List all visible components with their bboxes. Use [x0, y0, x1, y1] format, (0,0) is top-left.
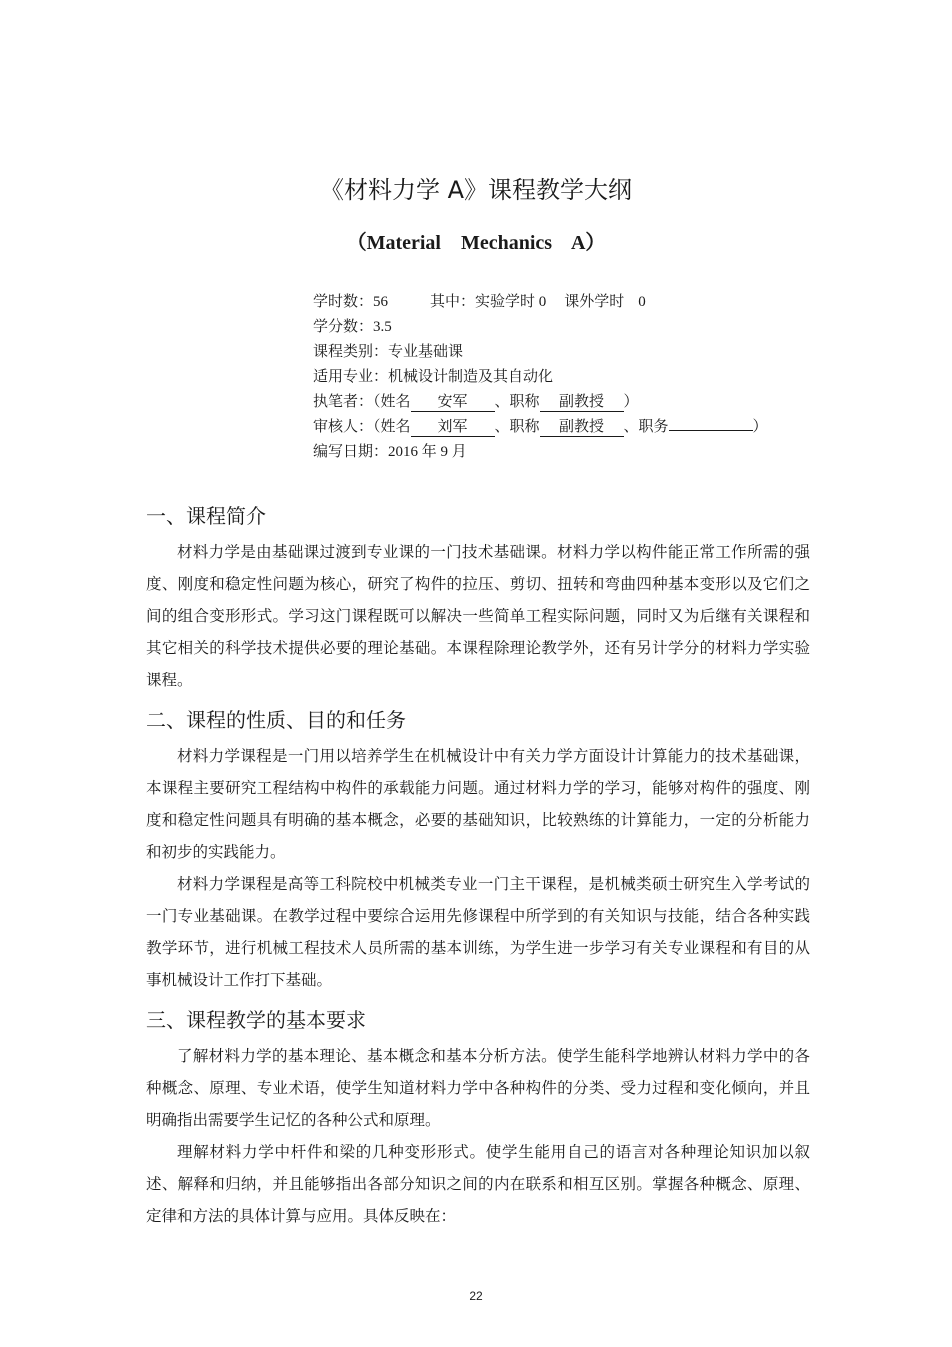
reviewer-title-label: 、职称 — [494, 419, 540, 435]
page-number: 22 — [469, 1289, 483, 1303]
date-line: 编写日期：2016 年 9 月 — [313, 444, 467, 460]
author-line — [313, 390, 833, 415]
reviewer-label: 审核人：（姓名 — [313, 419, 411, 435]
document-title: 《材料力学 A》课程教学大纲 — [319, 176, 633, 204]
paragraph: 理解材料力学中杆件和梁的几种变形形式。使学生能用自己的语言对各种理论知识加以叙述、解释和归纳，并且能够指出各部分知识之间的内在联系和相互区别。掌握各种概念、原理、定律和方法的具体计算与应用。具体反映在： — [146, 1144, 810, 1225]
paragraph: 了解材料力学的基本理论、基本概念和基本分析方法。使学生能科学地辨认材料力学中的各种概念、原理、专业术语，使学生知道材料力学中各种构件的分类、受力过程和变化倾向，并且明确指出需要学生记忆的各种公式和原理。 — [146, 1048, 810, 1129]
reviewer-line — [313, 415, 833, 440]
course-info-block — [313, 290, 833, 465]
section-heading: 三、课程教学的基本要求 — [146, 1008, 366, 1032]
paragraph: 材料力学课程是一门用以培养学生在机械设计中有关力学方面设计计算能力的技术基础课，本课程主要研究工程结构中构件的承载能力问题。通过材料力学的学习，能够对构件的强度、刚度和稳定性问题具有明确的基本概念，必要的基础知识，比较熟练的计算能力，一定的分析能力和初步的实践能力。 — [146, 748, 810, 861]
reviewer-name: 刘军 — [411, 418, 495, 437]
paragraph: 材料力学课程是高等工科院校中机械类专业一门主干课程，是机械类硕士研究生入学考试的一门专业基础课。在教学过程中要综合运用先修课程中所学到的有关知识与技能，结合各种实践教学环节，进行机械工程技术人员所需的基本训练，为学生进一步学习有关专业课程和有目的从事机械设计工作打下基础。 — [146, 876, 810, 989]
extra-hours-value: 0 — [638, 294, 646, 310]
lab-hours-value: 0 — [538, 294, 547, 310]
hours-label: 学时数： — [313, 294, 374, 310]
reviewer-post-label: 、职务 — [623, 419, 669, 435]
credits-line: 学分数：3.5 — [313, 319, 392, 335]
section-requirements — [146, 1004, 810, 1233]
section-heading: 一、课程简介 — [146, 504, 266, 528]
extra-hours-label: 课外学时 — [564, 294, 625, 310]
hours-detail-label: 其中：实验学时 — [430, 294, 536, 310]
section-heading: 二、课程的性质、目的和任务 — [146, 708, 406, 732]
document-subtitle: （Material Mechanics A） — [346, 232, 606, 254]
author-label: 执笔者：（姓名 — [313, 394, 411, 410]
paragraph: 材料力学是由基础课过渡到专业课的一门技术基础课。材料力学以构件能正常工作所需的强度、刚度和稳定性问题为核心，研究了构件的拉压、剪切、扭转和弯曲四种基本变形以及它们之间的组合变形形式。学习这门课程既可以解决一些简单工程实际问题，同时又为后继有关课程和其它相关的科学技术提供必要的理论基础。本课程除理论教学外，还有另计学分的材料力学实验课程。 — [146, 544, 810, 689]
reviewer-close: ） — [752, 419, 768, 435]
section-nature — [146, 704, 810, 997]
hours-value: 56 — [373, 294, 389, 310]
reviewer-title: 副教授 — [540, 418, 624, 437]
section-intro — [146, 500, 810, 697]
hours-line — [313, 290, 833, 315]
author-close: ） — [623, 394, 639, 410]
author-title-label: 、职称 — [494, 394, 540, 410]
reviewer-post — [669, 430, 753, 431]
category-line: 课程类别：专业基础课 — [313, 344, 464, 360]
author-name: 安军 — [411, 393, 495, 412]
author-title: 副教授 — [540, 393, 624, 412]
major-line: 适用专业：机械设计制造及其自动化 — [313, 369, 554, 385]
